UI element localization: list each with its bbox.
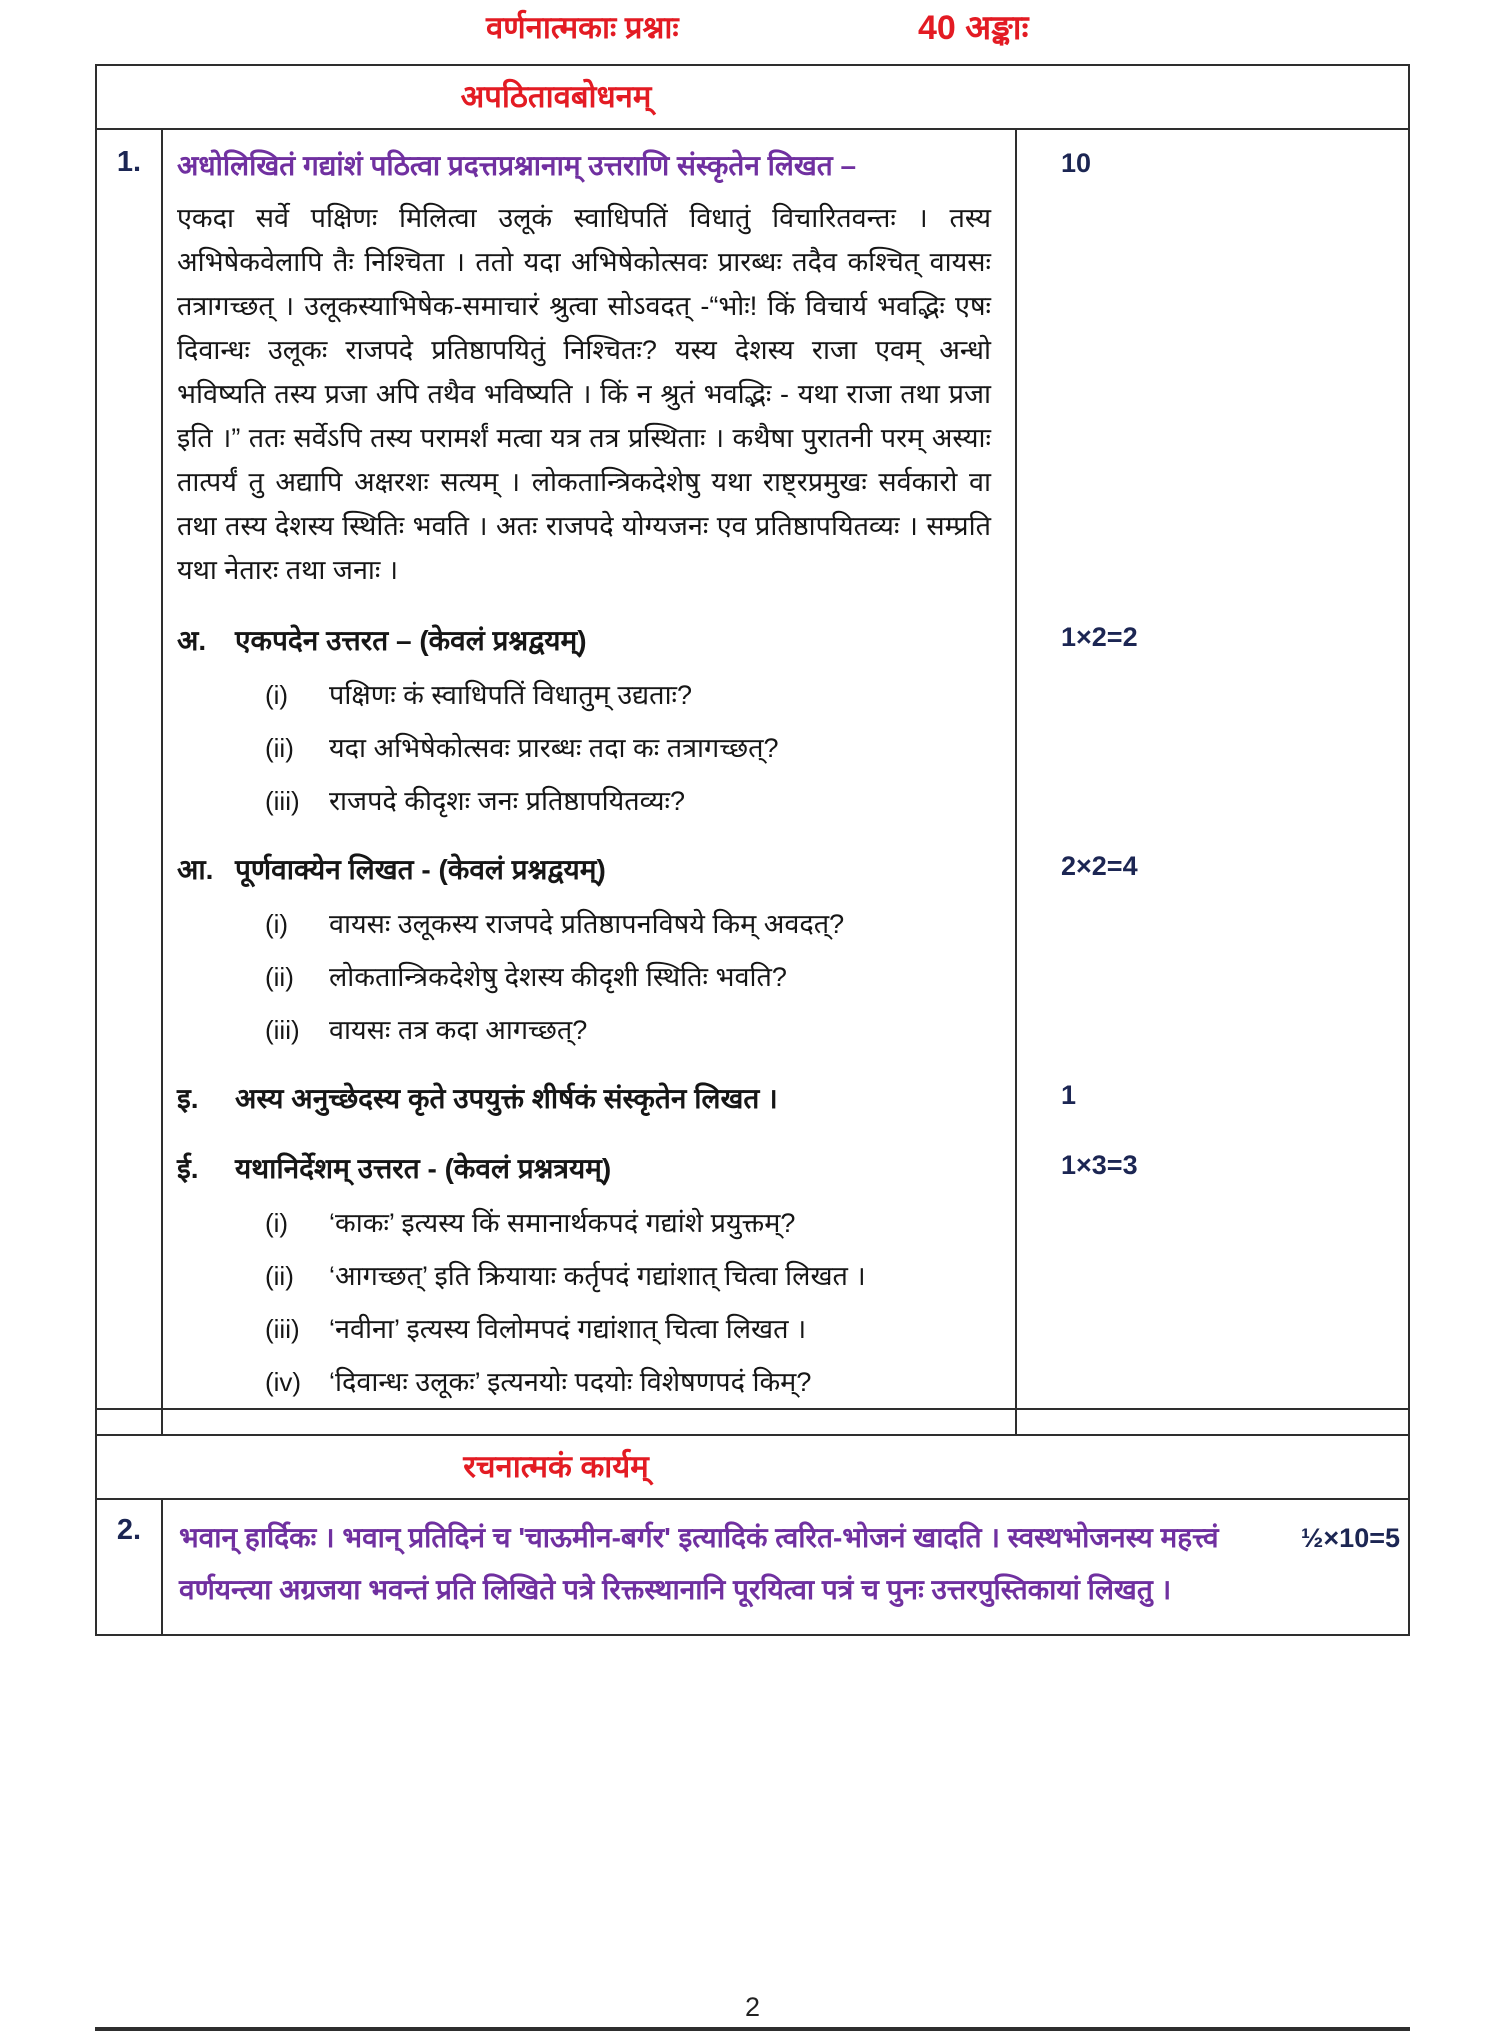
item-text: लोकतान्त्रिकदेशेषु देशस्य कीदृशी स्थितिः भवति?: [329, 962, 787, 992]
item-text: वायसः उलूकस्य राजपदे प्रतिष्ठापनविषये किम् अवदत्?: [329, 909, 845, 939]
spacer-number-cell: [97, 1410, 163, 1434]
part-a-item-1: [265, 675, 991, 715]
question-1-marks: 10: [1015, 130, 1408, 598]
spacer-marks-cell: [1015, 1410, 1408, 1434]
item-text: यदा अभिषेकोत्सवः प्रारब्धः तदा कः तत्रागच्छत्?: [329, 733, 779, 763]
next-table-top-border: [95, 2027, 1410, 2031]
item-number: (ii): [265, 962, 294, 992]
item-number: (i): [265, 1208, 289, 1238]
part-aa-item-2: [265, 957, 991, 997]
question-1-instruction: अधोलिखितं गद्यांशं पठित्वा प्रदत्तप्रश्नानाम् उत्तराणि संस्कृतेन लिखत –: [177, 150, 857, 181]
question-1-passage-block: [163, 130, 1015, 598]
part-i-marks: 1: [1015, 1056, 1408, 1126]
question-1-passage: एकदा सर्वे पक्षिणः मिलित्वा उलूकं स्वाधिपतिं विधातुं विचारितवन्तः । तस्य अभिषेकवेलापि तैः निश्चिता । ततो यदा अभिषेकोत्सवः प्रारब्धः तदैव कश्चित् वायसः तत्रागच्छत् । उलूकस्याभिषेक-समाचारं श्रुत्वा सोऽवदत् -“भोः! किं विचार्य भवद्भिः एषः दिवान्धः उलूकः राजपदे प्रतिष्ठापयितुं निश्चितः? यस्य देशस्य राजा एवम् अन्धो भविष्यति तस्य प्रजा अपि तथैव भविष्यति । किं न श्रुतं भवद्भिः - यथा राजा तथा प्रजा इति ।” ततः सर्वेऽपि तस्य परामर्शं मत्वा यत्र तत्र प्रस्थिताः । कथैषा पुरातनी परम् अस्याः तात्पर्यं तु अद्यापि अक्षरशः सत्यम् । लोकतान्त्रिकदेशेषु यथा राष्ट्रप्रमुखः सर्वकारो वा तथा तस्य देशस्य स्थितिः भवति । अतः राजपदे योग्यजनः एव प्रतिष्ठापयितव्यः । सम्प्रति यथा नेतारः तथा जनाः ।: [177, 203, 991, 585]
question-1-part-a: [163, 598, 1015, 827]
part-ii-item-3: [265, 1309, 991, 1349]
question-2-number: 2.: [97, 1500, 163, 1634]
part-ii-heading: [177, 1126, 991, 1190]
part-a-title: एकपदेन उत्तरत – (केवलं प्रश्नद्वयम्): [235, 625, 587, 656]
question-1-part-ii: [163, 1126, 1015, 1408]
section-header-comprehension: अपठितावबोधनम्: [97, 66, 1408, 130]
item-number: (iii): [265, 1314, 300, 1344]
question-2-content: [163, 1500, 1408, 1634]
part-ii-item-1: [265, 1203, 991, 1243]
item-text: ‘काकः’ इत्यस्य किं समानार्थकपदं गद्यांशे प्रयुक्तम्?: [329, 1208, 796, 1238]
item-number: (ii): [265, 1261, 294, 1291]
part-a-heading: [177, 598, 991, 662]
part-a-marks: 1×2=2: [1015, 598, 1408, 827]
item-number: (iii): [265, 786, 300, 816]
part-ii-item-2: [265, 1256, 991, 1296]
part-i-heading: [177, 1056, 991, 1120]
total-marks: 40 अङ्काः: [918, 9, 1029, 47]
part-ii-title: यथानिर्देशम् उत्तरत - (केवलं प्रश्नत्रयम्): [235, 1153, 612, 1184]
part-a-item-2: [265, 728, 991, 768]
item-number: (iv): [265, 1367, 302, 1397]
part-i-label: इ.: [177, 1083, 199, 1114]
question-1-part-aa: [163, 827, 1015, 1056]
question-table: [95, 64, 1410, 1636]
section-header-creative-work: रचनात्मकं कार्यम्: [97, 1436, 1408, 1500]
page-number: 2: [744, 1992, 761, 2022]
item-text: वायसः तत्र कदा आगच्छत्?: [329, 1015, 588, 1045]
item-text: ‘नवीना’ इत्यस्य विलोमपदं गद्यांशात् चित्वा लिखत ।: [329, 1314, 807, 1344]
item-text: राजपदे कीदृशः जनः प्रतिष्ठापयितव्यः?: [329, 786, 685, 816]
part-a-label: अ.: [177, 625, 207, 656]
part-aa-title: पूर्णवाक्येन लिखत - (केवलं प्रश्नद्वयम्): [235, 854, 606, 885]
question-2-row: [97, 1500, 1408, 1634]
question-1-part-i: [163, 1056, 1015, 1126]
part-aa-item-3: [265, 1010, 991, 1050]
part-ii-item-4: [265, 1362, 991, 1402]
top-heading-bar: [0, 0, 1505, 64]
item-number: (i): [265, 680, 289, 710]
item-text: ‘दिवान्धः उलूकः’ इत्यनयोः पदयोः विशेषणपदं किम्?: [329, 1367, 812, 1397]
part-aa-item-1: [265, 904, 991, 944]
item-text: ‘आगच्छत्’ इति क्रियायाः कर्तृपदं गद्यांशात् चित्वा लिखत ।: [329, 1261, 866, 1291]
question-2-marks: ½×10=5: [1300, 1523, 1400, 1553]
empty-spacer-row: [97, 1410, 1408, 1436]
item-number: (ii): [265, 733, 294, 763]
question-1-number: 1.: [97, 130, 163, 1408]
spacer-content-cell: [163, 1410, 1015, 1434]
part-aa-label: आ.: [177, 854, 214, 885]
part-a-item-3: [265, 781, 991, 821]
part-i-title: अस्य अनुच्छेदस्य कृते उपयुक्तं शीर्षकं संस्कृतेन लिखत ।: [235, 1083, 778, 1114]
item-number: (iii): [265, 1015, 300, 1045]
part-aa-marks: 2×2=4: [1015, 827, 1408, 1056]
item-text: पक्षिणः कं स्वाधिपतिं विधातुम् उद्यताः?: [329, 680, 693, 710]
paper-type-heading: वर्णनात्मकाः प्रश्नाः: [486, 10, 679, 45]
part-aa-heading: [177, 827, 991, 891]
question-1-row: [97, 130, 1408, 1410]
item-number: (i): [265, 909, 289, 939]
part-ii-label: ई.: [177, 1153, 199, 1184]
question-2-text: भवान् हार्दिकः । भवान् प्रतिदिनं च 'चाऊमीन-बर्गर' इत्यादिकं त्वरित-भोजनं खादति । स्वस्थभोजनस्य महत्त्वं वर्णयन्त्या अग्रजया भवन्तं प्रति लिखिते पत्रे रिक्तस्थानानि पूरयित्वा पत्रं च पुनः उत्तरपुस्तिकायां लिखतु ।: [179, 1522, 1219, 1605]
part-ii-marks: 1×3=3: [1015, 1126, 1408, 1408]
